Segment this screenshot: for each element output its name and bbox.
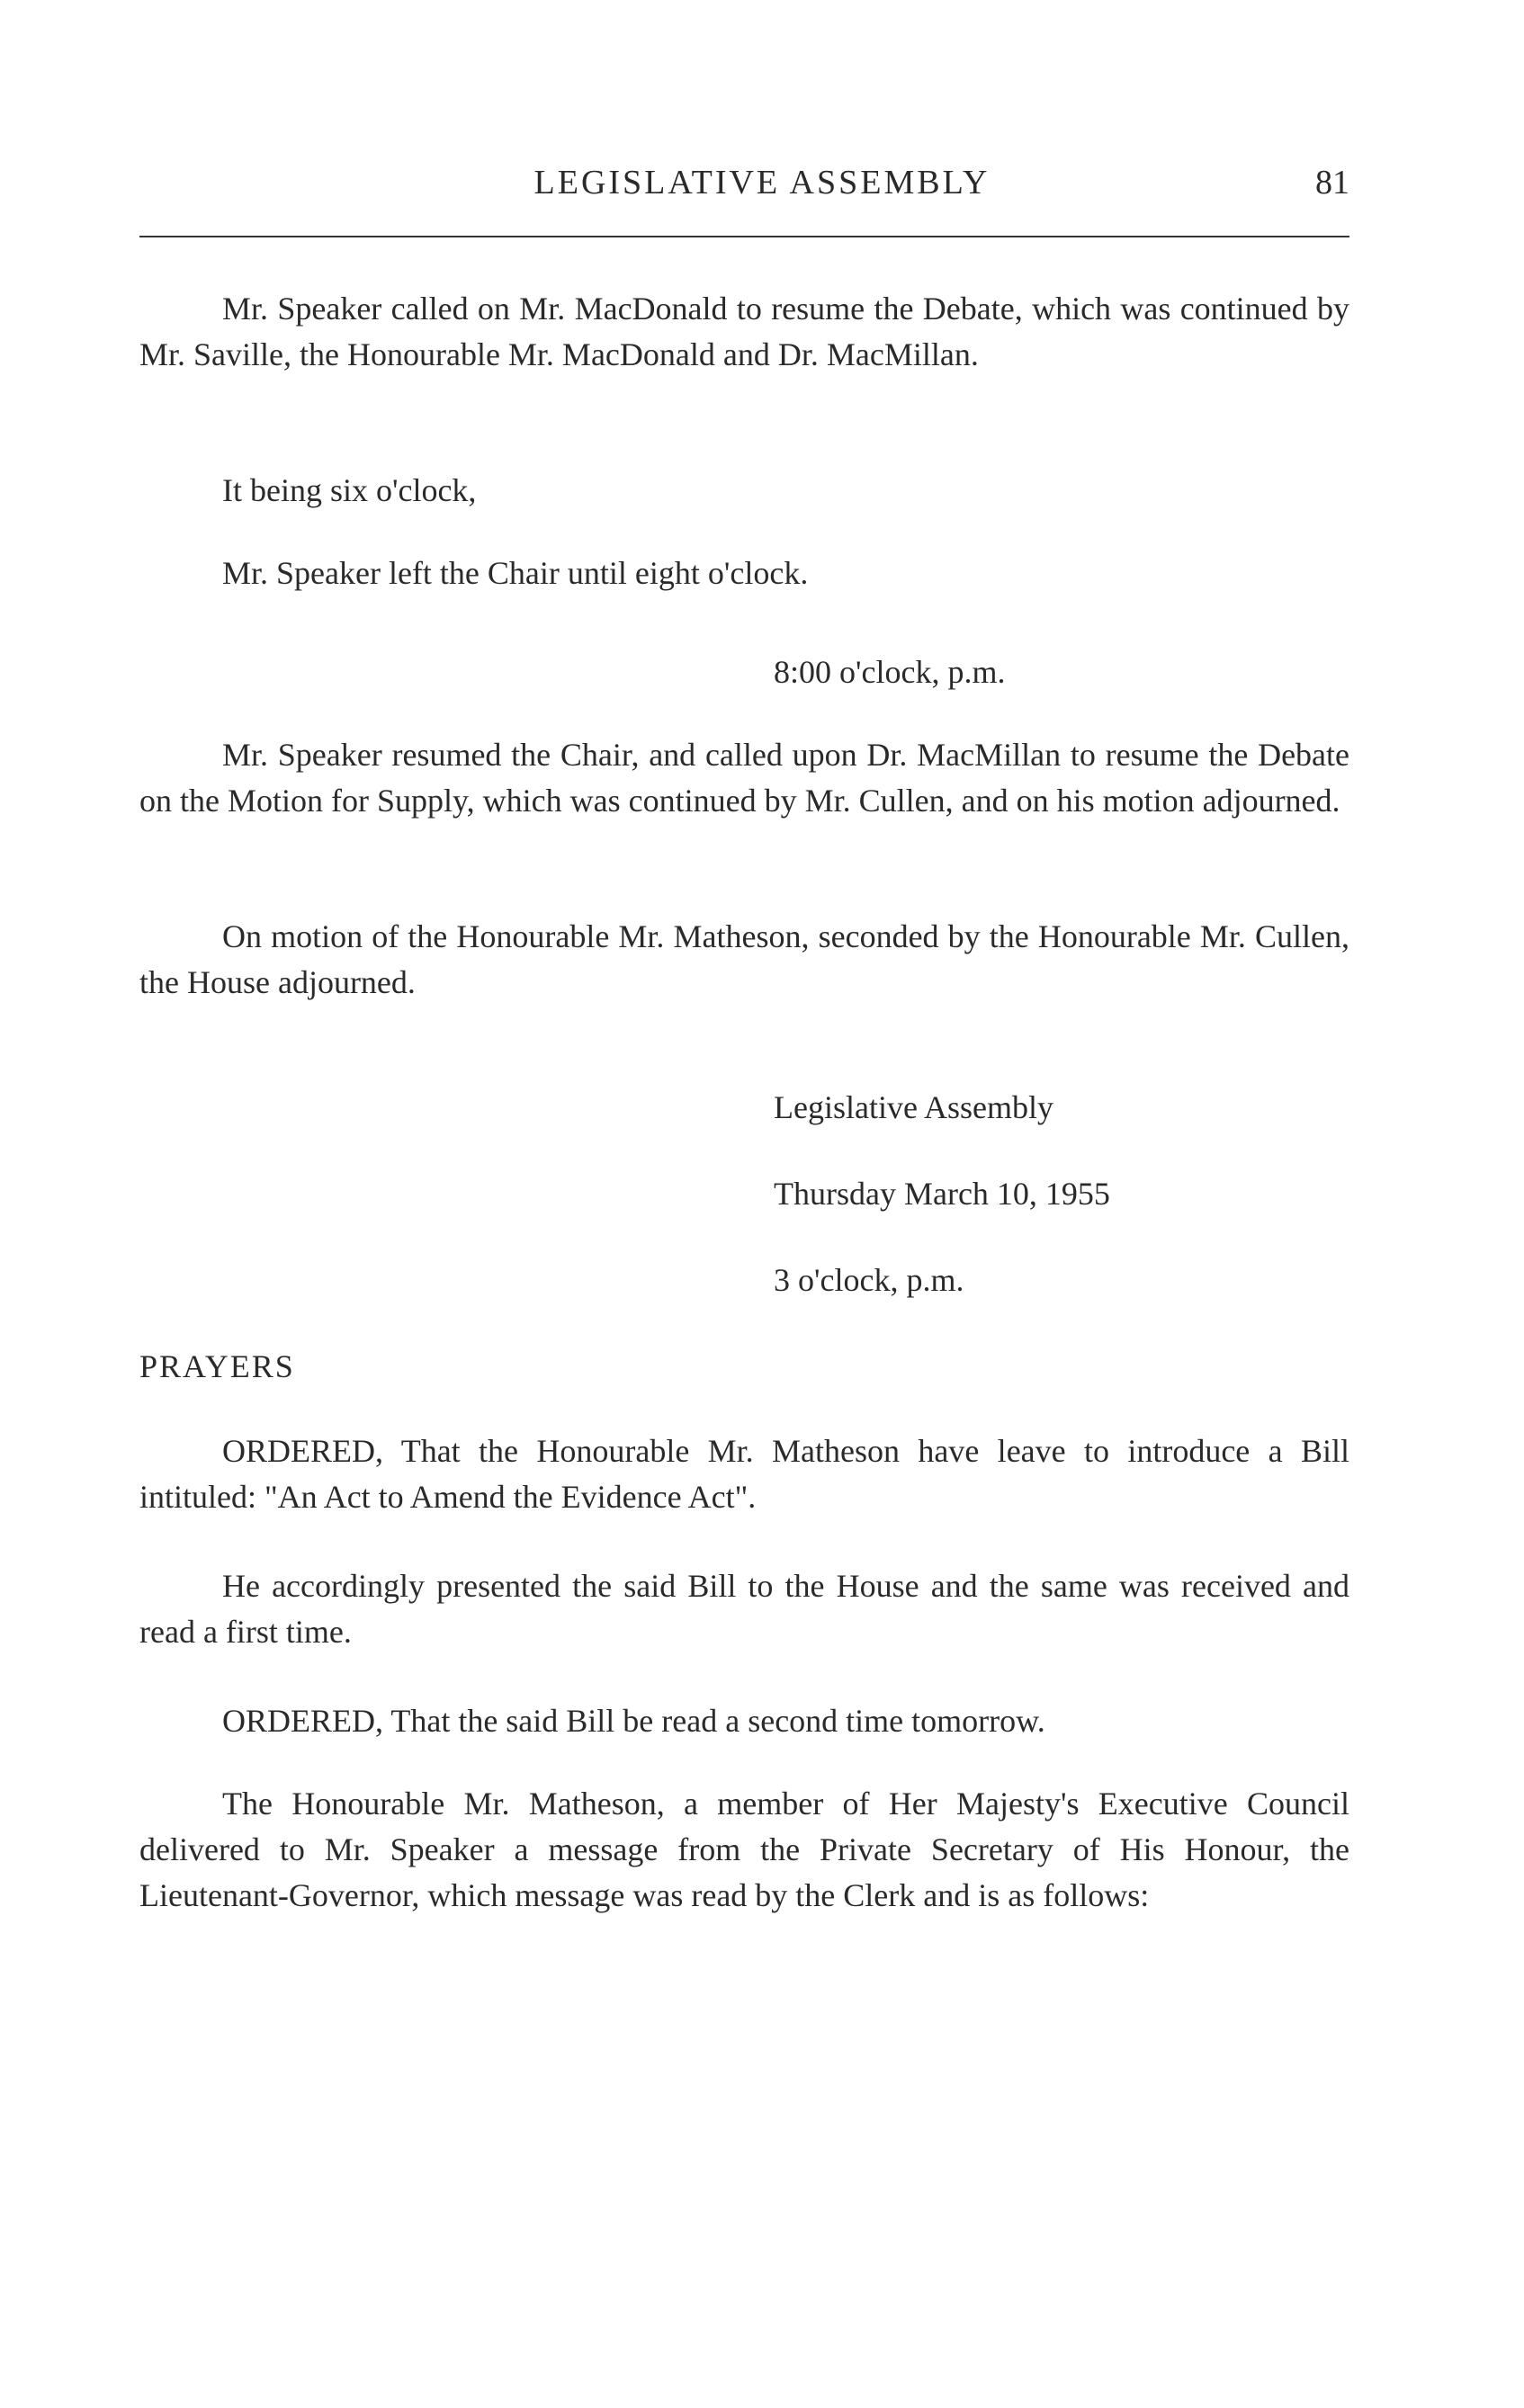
evening-time: 8:00 o'clock, p.m. (774, 654, 1006, 690)
paragraph-speaker-left: Mr. Speaker left the Chair until eight o'clock. (222, 555, 809, 591)
header-title: LEGISLATIVE ASSEMBLY (533, 164, 991, 201)
paragraph-ordered-second-reading: ORDERED, That the said Bill be read a second time tomorrow. (222, 1703, 1045, 1739)
page-number: 81 (1315, 164, 1349, 201)
paragraph-six-oclock: It being six o'clock, (222, 472, 477, 508)
paragraph-bill-presented: He accordingly presented the said Bill to the House and the same was received and read a first time. (139, 1568, 1349, 1650)
paragraph-ordered-leave: ORDERED, That the Honourable Mr. Matheson have leave to introduce a Bill intituled: "An Act to Amend the Evidence Act". (139, 1433, 1349, 1515)
prayers-heading: PRAYERS (139, 1348, 295, 1384)
header-rule (139, 236, 1349, 237)
session-time: 3 o'clock, p.m. (774, 1262, 964, 1298)
paragraph-debate-continued: Mr. Speaker called on Mr. MacDonald to resume the Debate, which was continued by Mr. Saville, the Honourable Mr. MacDonald and Dr. MacMillan. (139, 291, 1349, 372)
session-assembly: Legislative Assembly (774, 1089, 1053, 1125)
session-date: Thursday March 10, 1955 (774, 1176, 1110, 1212)
paragraph-house-adjourned: On motion of the Honourable Mr. Matheson, seconded by the Honourable Mr. Cullen, the House adjourned. (139, 918, 1349, 1000)
paragraph-message-delivered: The Honourable Mr. Matheson, a member of Her Majesty's Executive Council delivered to Mr. Speaker a message from the Private Secretary of His Honour, the Lieutenant-Governor, which message was read by the Clerk and is as follows: (139, 1786, 1349, 1913)
paragraph-speaker-resumed: Mr. Speaker resumed the Chair, and called upon Dr. MacMillan to resume the Debate on the Motion for Supply, which was continued by Mr. Cullen, and on his motion adjourned. (139, 737, 1349, 819)
